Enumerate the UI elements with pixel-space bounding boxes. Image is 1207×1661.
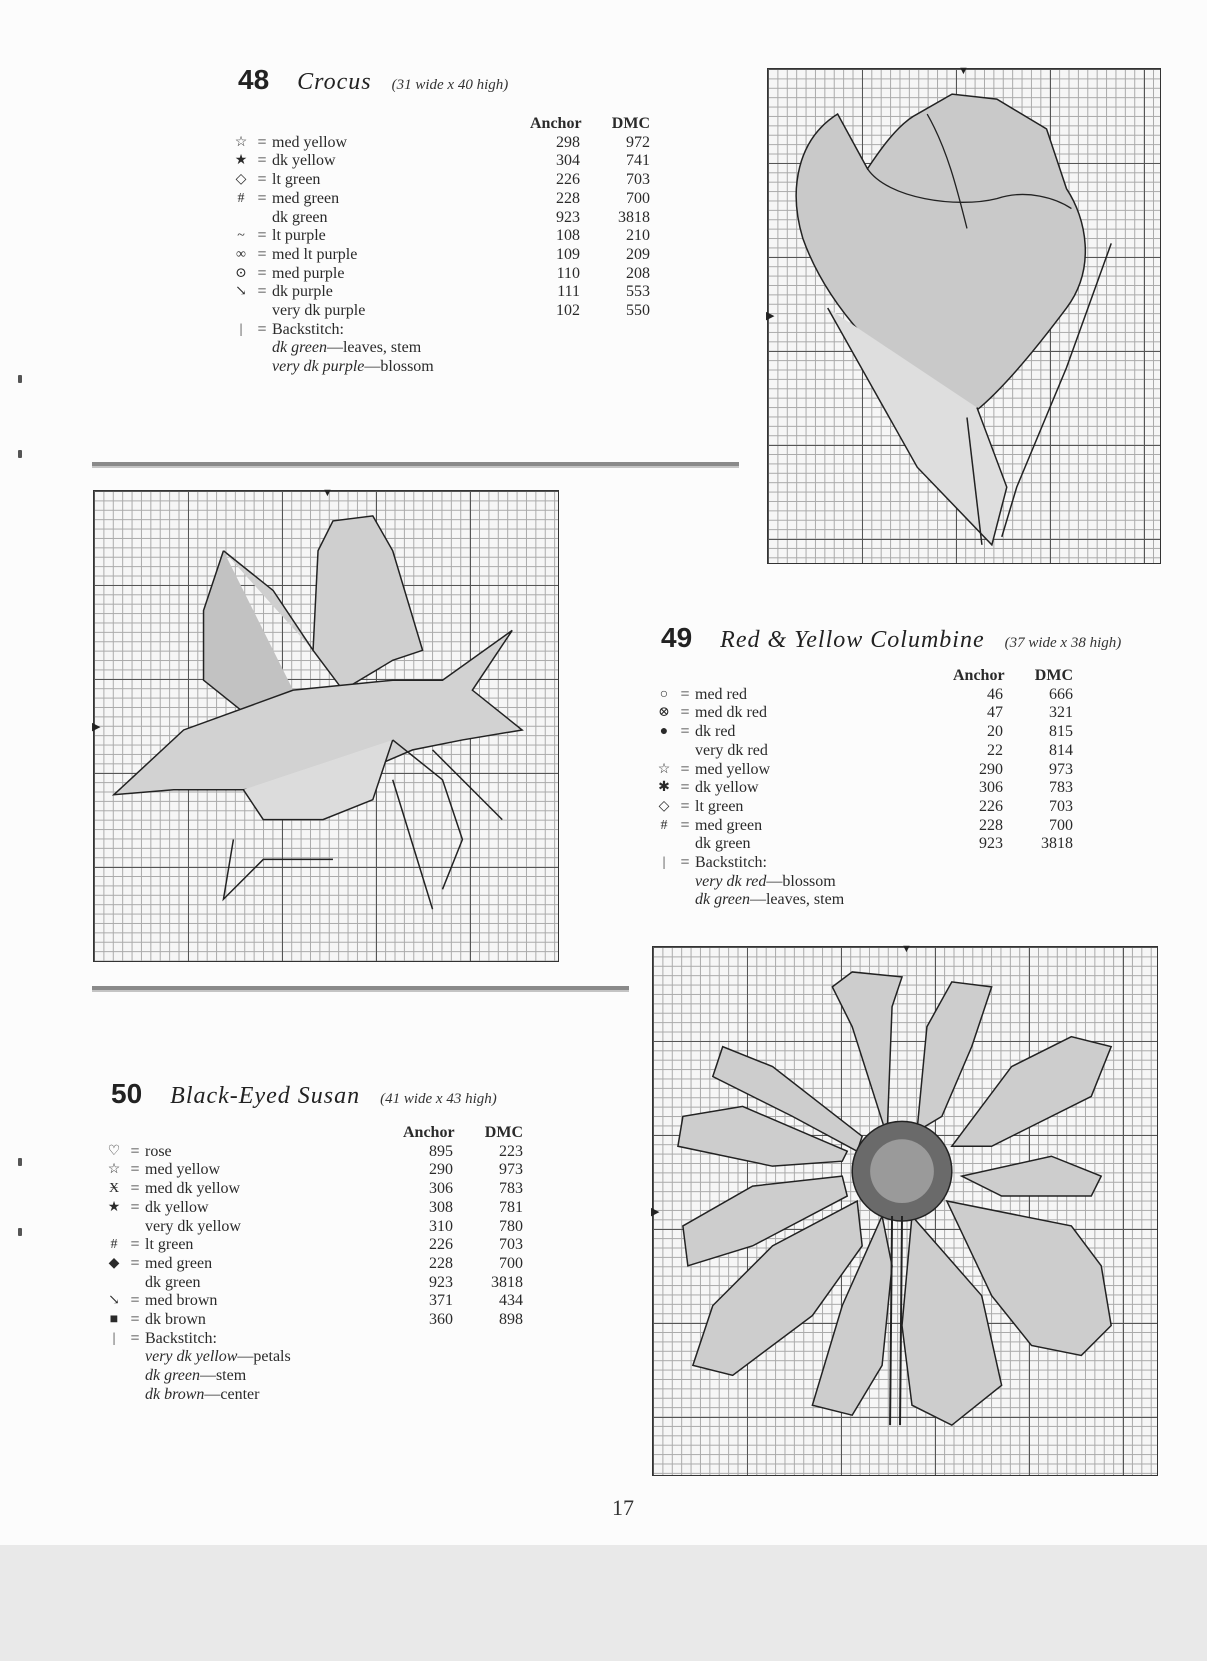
dmc-number: 703 — [626, 171, 650, 189]
pattern-header-black-eyed-susan — [111, 1078, 497, 1110]
backstitch-color: dk brown — [145, 1385, 205, 1403]
pattern-header-columbine — [661, 622, 1121, 654]
stitch-symbol: ♡ — [107, 1143, 121, 1159]
color-name: Backstitch: — [695, 854, 767, 872]
anchor-number: 228 — [979, 816, 1003, 834]
pattern-size: (31 wide x 40 high) — [391, 77, 509, 93]
key-row — [230, 265, 650, 284]
anchor-number: 923 — [429, 1273, 453, 1291]
stitch-symbol: ↘ — [108, 1293, 120, 1309]
dmc-number: 210 — [626, 227, 650, 245]
dmc-number: 223 — [499, 1142, 523, 1160]
backstitch-use: —leaves, stem — [749, 891, 845, 909]
pattern-title: Crocus — [297, 69, 372, 95]
equals-sign: = — [257, 152, 267, 170]
pattern-size: (41 wide x 43 high) — [380, 1091, 497, 1107]
color-name: dk green — [145, 1273, 201, 1291]
dmc-number: 898 — [499, 1311, 523, 1329]
equals-sign — [252, 209, 272, 228]
scan-bottom-margin — [0, 1545, 1207, 1661]
stitch-symbol: ⊗ — [658, 705, 670, 721]
equals-sign — [675, 742, 695, 761]
dmc-number: 741 — [626, 152, 650, 170]
anchor-number: 228 — [429, 1254, 453, 1272]
key-header — [653, 667, 1073, 686]
key-row — [103, 1236, 523, 1255]
anchor-number: 46 — [987, 685, 1003, 703]
equals-sign: = — [130, 1292, 140, 1310]
stitch-symbol: | — [112, 1330, 116, 1346]
anchor-number: 308 — [429, 1198, 453, 1216]
stitch-symbol: ~ — [237, 228, 245, 244]
anchor-number: 109 — [556, 245, 580, 263]
stitch-symbol: ☆ — [657, 761, 671, 777]
stitch-symbol: # — [237, 190, 245, 206]
stitch-symbol: # — [110, 1237, 118, 1253]
key-row — [653, 723, 1073, 742]
anchor-number: 111 — [557, 283, 580, 301]
binder-hole-mark — [18, 450, 22, 458]
pattern-title: Red & Yellow Columbine — [720, 627, 985, 653]
color-key-crocus — [230, 115, 650, 377]
dmc-number: 209 — [626, 245, 650, 263]
dmc-number: 550 — [626, 302, 650, 320]
color-name: med green — [272, 189, 340, 207]
backstitch-note — [230, 339, 650, 358]
color-name: dk yellow — [695, 779, 759, 797]
color-name: dk red — [695, 723, 736, 741]
color-name: dk green — [695, 835, 751, 853]
stitch-symbol: ✱ — [658, 780, 670, 796]
binder-hole-mark — [18, 1158, 22, 1166]
equals-sign — [675, 835, 695, 854]
anchor-number — [530, 321, 580, 340]
dmc-column-header: DMC — [611, 115, 650, 132]
key-row — [230, 152, 650, 171]
anchor-number: 47 — [987, 704, 1003, 722]
anchor-number: 290 — [979, 760, 1003, 778]
key-row — [653, 742, 1073, 761]
equals-sign: = — [257, 245, 267, 263]
key-row — [653, 779, 1073, 798]
stitch-symbol — [653, 742, 675, 761]
stitch-symbol: ⊙ — [235, 265, 247, 281]
key-row — [230, 227, 650, 246]
anchor-number: 895 — [429, 1142, 453, 1160]
key-row — [653, 798, 1073, 817]
stitch-symbol: ☆ — [107, 1162, 121, 1178]
key-row — [230, 209, 650, 228]
key-row — [653, 854, 1073, 873]
backstitch-color: dk green — [272, 339, 327, 357]
pattern-number: 49 — [661, 622, 693, 653]
key-row — [653, 686, 1073, 705]
color-name: dk purple — [272, 283, 333, 301]
stitch-symbol: Ӿ — [108, 1181, 120, 1197]
chart-crocus — [766, 65, 1161, 564]
dmc-number: 208 — [626, 264, 650, 282]
anchor-number — [953, 854, 1003, 873]
equals-sign: = — [130, 1161, 140, 1179]
equals-sign: = — [130, 1198, 140, 1216]
anchor-number: 108 — [556, 227, 580, 245]
stitch-symbol: ★ — [234, 153, 248, 169]
backstitch-note — [230, 358, 650, 377]
backstitch-color: dk green — [145, 1367, 200, 1385]
dmc-number: 973 — [499, 1161, 523, 1179]
dmc-number — [580, 321, 650, 340]
equals-sign: = — [257, 264, 267, 282]
key-row — [230, 190, 650, 209]
equals-sign: = — [680, 779, 690, 797]
stitch-symbol: # — [660, 817, 668, 833]
anchor-column-header: Anchor — [530, 115, 582, 132]
anchor-number: 22 — [987, 741, 1003, 759]
key-row — [103, 1218, 523, 1237]
equals-sign: = — [257, 133, 267, 151]
key-row — [230, 321, 650, 340]
color-name: Backstitch: — [145, 1329, 217, 1347]
equals-sign: = — [130, 1311, 140, 1329]
center-marker-top: ▼ — [901, 943, 912, 955]
key-row — [103, 1143, 523, 1162]
pattern-number: 48 — [238, 64, 270, 95]
stitch-symbol: ◆ — [108, 1255, 120, 1271]
backstitch-use: —stem — [199, 1367, 247, 1385]
stitch-symbol: ∞ — [236, 246, 246, 262]
color-name: dk yellow — [272, 152, 336, 170]
equals-sign: = — [680, 797, 690, 815]
backstitch-note — [653, 873, 1073, 892]
equals-sign — [125, 1274, 145, 1293]
equals-sign: = — [130, 1142, 140, 1160]
key-row — [103, 1292, 523, 1311]
dmc-number: 434 — [499, 1292, 523, 1310]
color-name: med red — [695, 685, 747, 703]
equals-sign: = — [130, 1329, 140, 1347]
key-row — [230, 283, 650, 302]
backstitch-use: —petals — [237, 1348, 291, 1366]
stitch-symbol — [103, 1218, 125, 1237]
backstitch-note — [103, 1367, 523, 1386]
equals-sign: = — [130, 1180, 140, 1198]
dmc-number — [1003, 854, 1073, 873]
stitch-symbol — [230, 209, 252, 228]
dmc-number: 553 — [626, 283, 650, 301]
dmc-number — [453, 1330, 523, 1349]
backstitch-note — [103, 1348, 523, 1367]
backstitch-color: very dk yellow — [145, 1348, 238, 1366]
anchor-number: 110 — [556, 264, 580, 282]
dmc-number: 780 — [499, 1217, 523, 1235]
color-name: Backstitch: — [272, 320, 344, 338]
page-number: 17 — [612, 1495, 634, 1520]
color-name: very dk red — [695, 741, 768, 759]
equals-sign: = — [257, 320, 267, 338]
stitch-symbol — [103, 1274, 125, 1293]
stitch-symbol: ○ — [659, 686, 669, 702]
dmc-number: 3818 — [491, 1273, 523, 1291]
crocus-motif — [768, 69, 1160, 563]
color-name: lt purple — [272, 227, 326, 245]
key-header — [230, 115, 650, 134]
key-row — [103, 1255, 523, 1274]
color-name: med green — [145, 1254, 213, 1272]
stitch-symbol: ★ — [107, 1199, 121, 1215]
color-name: med yellow — [695, 760, 771, 778]
pattern-number: 50 — [111, 1078, 143, 1109]
backstitch-note — [653, 891, 1073, 910]
color-name: med lt purple — [272, 245, 358, 263]
color-name: med yellow — [272, 133, 348, 151]
dmc-number: 973 — [1049, 760, 1073, 778]
backstitch-note — [103, 1386, 523, 1405]
color-name: med purple — [272, 264, 345, 282]
equals-sign: = — [257, 171, 267, 189]
key-row — [653, 761, 1073, 780]
dmc-number: 700 — [626, 189, 650, 207]
color-name: dk yellow — [145, 1198, 209, 1216]
anchor-number: 360 — [429, 1311, 453, 1329]
anchor-number — [403, 1330, 453, 1349]
dmc-number: 783 — [1049, 779, 1073, 797]
anchor-number: 306 — [429, 1180, 453, 1198]
key-row — [103, 1330, 523, 1349]
anchor-number: 228 — [556, 189, 580, 207]
dmc-number: 972 — [626, 133, 650, 151]
stitch-symbol: ◇ — [658, 798, 670, 814]
equals-sign: = — [680, 760, 690, 778]
key-row — [230, 302, 650, 321]
color-name: lt green — [145, 1236, 194, 1254]
stitch-symbol: | — [239, 321, 243, 337]
dmc-column-header: DMC — [1034, 667, 1073, 684]
equals-sign: = — [680, 723, 690, 741]
stitch-symbol: | — [662, 855, 666, 871]
anchor-number: 304 — [556, 152, 580, 170]
stitch-symbol — [653, 835, 675, 854]
anchor-number: 290 — [429, 1161, 453, 1179]
section-divider — [92, 986, 629, 992]
key-row — [103, 1180, 523, 1199]
pattern-header-crocus — [238, 64, 508, 96]
backstitch-color: very dk red — [695, 872, 767, 890]
color-name: med green — [695, 816, 763, 834]
black-eyed-susan-motif — [653, 947, 1157, 1475]
stitch-symbol: ☆ — [234, 134, 248, 150]
color-name: med dk yellow — [145, 1180, 241, 1198]
equals-sign: = — [130, 1236, 140, 1254]
equals-sign — [125, 1218, 145, 1237]
anchor-number: 102 — [556, 302, 580, 320]
pattern-size: (37 wide x 38 high) — [1004, 635, 1122, 651]
section-divider — [92, 462, 739, 468]
anchor-number: 226 — [429, 1236, 453, 1254]
dmc-column-header: DMC — [484, 1124, 523, 1141]
equals-sign — [252, 302, 272, 321]
anchor-number: 226 — [556, 171, 580, 189]
color-name: med yellow — [145, 1161, 221, 1179]
equals-sign: = — [680, 854, 690, 872]
anchor-number: 923 — [979, 835, 1003, 853]
dmc-number: 814 — [1049, 741, 1073, 759]
stitch-symbol: ↘ — [235, 284, 247, 300]
pattern-title: Black-Eyed Susan — [170, 1083, 361, 1109]
binder-hole-mark — [18, 1228, 22, 1236]
dmc-number: 3818 — [618, 208, 650, 226]
key-row — [653, 817, 1073, 836]
key-header — [103, 1124, 523, 1143]
equals-sign: = — [257, 283, 267, 301]
key-row — [653, 704, 1073, 723]
anchor-number: 310 — [429, 1217, 453, 1235]
color-name: very dk purple — [272, 302, 366, 320]
backstitch-color: dk green — [695, 891, 750, 909]
anchor-column-header: Anchor — [953, 667, 1005, 684]
center-marker-side: ▶ — [766, 310, 775, 322]
backstitch-use: —blossom — [766, 872, 836, 890]
dmc-number: 783 — [499, 1180, 523, 1198]
dmc-number: 781 — [499, 1198, 523, 1216]
key-row — [230, 171, 650, 190]
anchor-number: 298 — [556, 133, 580, 151]
stitch-symbol: ■ — [109, 1312, 119, 1328]
center-marker-top: ▼ — [322, 487, 333, 499]
stitch-symbol — [230, 302, 252, 321]
backstitch-color: very dk purple — [272, 358, 365, 376]
binder-hole-mark — [18, 375, 22, 383]
anchor-number: 226 — [979, 797, 1003, 815]
equals-sign: = — [257, 227, 267, 245]
dmc-number: 815 — [1049, 723, 1073, 741]
dmc-number: 700 — [499, 1254, 523, 1272]
columbine-motif — [94, 491, 558, 961]
equals-sign: = — [680, 816, 690, 834]
dmc-number: 666 — [1049, 685, 1073, 703]
color-name: very dk yellow — [145, 1217, 241, 1235]
equals-sign: = — [680, 685, 690, 703]
key-row — [230, 134, 650, 153]
dmc-number: 700 — [1049, 816, 1073, 834]
equals-sign: = — [680, 704, 690, 722]
anchor-number: 371 — [429, 1292, 453, 1310]
key-row — [230, 246, 650, 265]
key-row — [103, 1161, 523, 1180]
color-name: med brown — [145, 1292, 218, 1310]
chart-black-eyed-susan — [651, 943, 1158, 1476]
key-row — [103, 1311, 523, 1330]
color-name: lt green — [695, 797, 744, 815]
anchor-number: 923 — [556, 208, 580, 226]
dmc-number: 703 — [1049, 797, 1073, 815]
stitch-symbol: ● — [659, 724, 669, 740]
color-name: lt green — [272, 171, 321, 189]
center-marker-side: ▶ — [92, 721, 101, 733]
key-row — [653, 835, 1073, 854]
anchor-column-header: Anchor — [403, 1124, 455, 1141]
dmc-number: 3818 — [1041, 835, 1073, 853]
backstitch-use: —blossom — [364, 358, 434, 376]
backstitch-use: —center — [204, 1385, 260, 1403]
equals-sign: = — [130, 1254, 140, 1272]
color-key-columbine — [653, 667, 1073, 910]
dmc-number: 321 — [1049, 704, 1073, 722]
center-marker-side: ▶ — [651, 1206, 660, 1218]
stitch-symbol: ◇ — [235, 172, 247, 188]
center-marker-top: ▼ — [958, 65, 969, 77]
color-key-black-eyed-susan — [103, 1124, 523, 1405]
color-name: med dk red — [695, 704, 767, 722]
backstitch-use: —leaves, stem — [326, 339, 422, 357]
color-name: rose — [145, 1142, 172, 1160]
color-name: dk green — [272, 208, 328, 226]
anchor-number: 20 — [987, 723, 1003, 741]
chart-columbine — [92, 487, 559, 962]
anchor-number: 306 — [979, 779, 1003, 797]
dmc-number: 703 — [499, 1236, 523, 1254]
key-row — [103, 1274, 523, 1293]
equals-sign: = — [257, 189, 267, 207]
color-name: dk brown — [145, 1311, 206, 1329]
key-row — [103, 1199, 523, 1218]
